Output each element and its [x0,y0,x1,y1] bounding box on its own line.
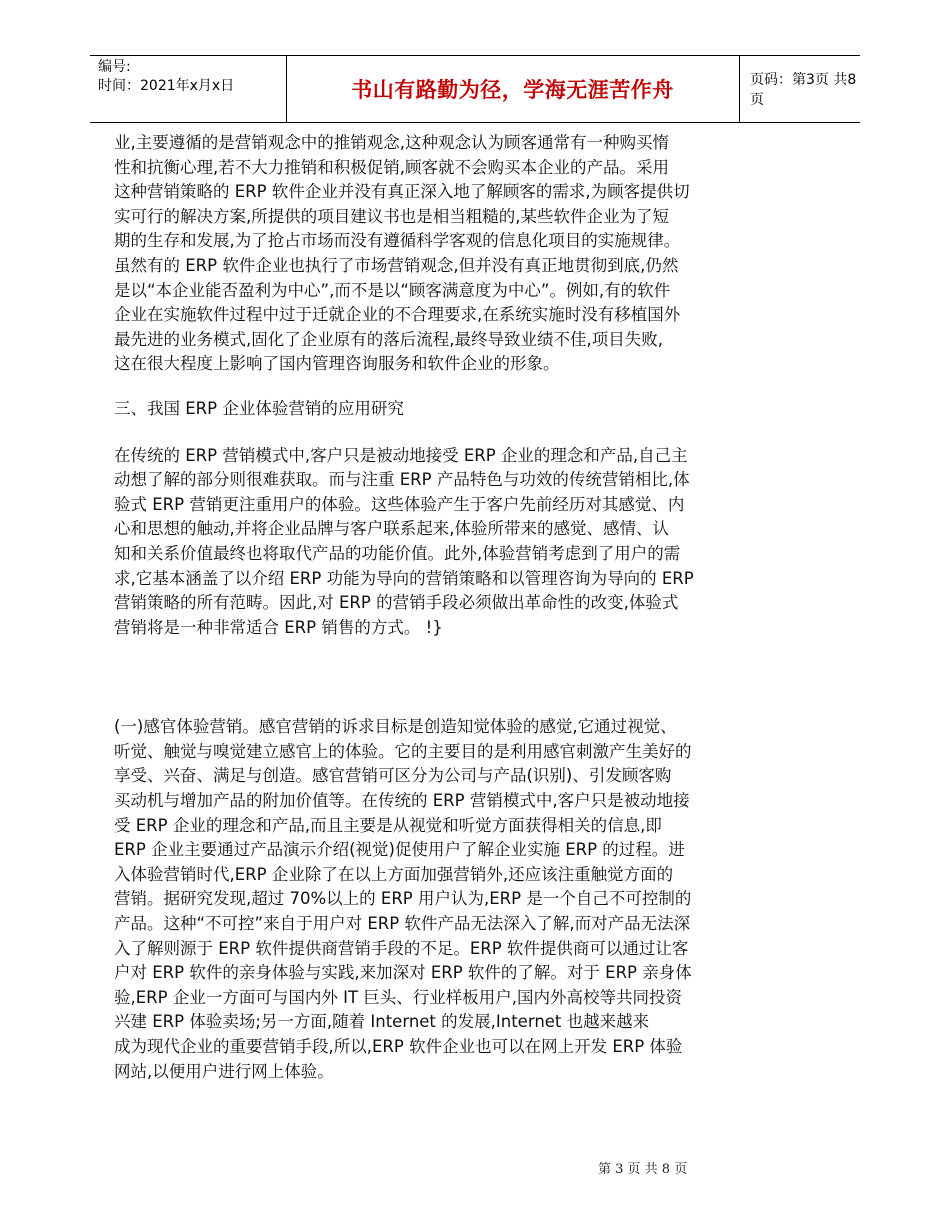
text-line: 验,ERP 企业一方面可与国内外 IT 巨头、行业样板用户,国内外高校等共同投资 [114,987,683,1007]
text-line: 入体验营销时代,ERP 企业除了在以上方面加强营销外,还应该注重触觉方面的 [114,864,674,884]
text-line: 受 ERP 企业的理念和产品,而且主要是从视觉和听觉方面获得相关的信息,即 [114,815,662,835]
text-line: 营销策略的所有范畴。因此,对 ERP 的营销手段必须做出革命性的改变,体验式 [114,593,679,613]
text-line: 动想了解的部分则很难获取。而与注重 ERP 产品特色与功效的传统营销相比,体 [114,470,690,490]
text-line: 营销。据研究发现,超过 70%以上的 ERP 用户认为,ERP 是一个自己不可控制的 [114,889,692,909]
text-line: 享受、兴奋、满足与创造。感官营销可区分为公司与产品(识别)、引发顾客购 [114,766,672,786]
text-line: 最先进的业务模式,固化了企业原有的落后流程,最终导致业绩不佳,项目失败, [114,329,663,349]
text-line: 是以“本企业能否盈利为中心”,而不是以“顾客满意度为中心”。例如,有的软件 [114,280,671,300]
text-line: 知和关系价值最终也将取代产品的功能价值。此外,体验营销考虑到了用户的需 [114,543,681,563]
text-line: 听觉、触觉与嗅觉建立感官上的体验。它的主要目的是利用感官刺激产生美好的 [114,741,692,761]
text-line: 验式 ERP 营销更注重用户的体验。这些体验产生于客户先前经历对其感觉、内 [114,494,685,514]
paragraph-3 [114,715,774,1084]
text-line: 实可行的解决方案,所提供的项目建议书也是相当粗糙的,某些软件企业为了短 [114,206,669,226]
text-line: 营销将是一种非常适合 ERP 销售的方式。 !} [114,617,443,637]
text-line: 企业在实施软件过程中过于迁就企业的不合理要求,在系统实施时没有移植国外 [114,305,681,325]
paragraph-2 [114,444,774,641]
text-line: 期的生存和发展,为了抢占市场而没有遵循科学客观的信息化项目的实施规律。 [114,231,681,251]
text-line: 这在很大程度上影响了国内管理咨询服务和软件企业的形象。 [114,354,560,374]
text-line: 成为现代企业的重要营销手段,所以,ERP 软件企业也可以在网上开发 ERP 体验 [114,1037,683,1056]
text-line: 在传统的 ERP 营销模式中,客户只是被动地接受 ERP 企业的理念和产品,自己主 [114,445,688,465]
document-number-label: 编号: [98,59,131,75]
text-line: 网站,以便用户进行网上体验。 [114,1061,334,1081]
header-meta [98,58,283,96]
text-line: 业,主要遵循的是营销观念中的推销观念,这种观念认为顾客通常有一种购买惰 [114,133,669,152]
text-line: 兴建 ERP 体验卖场;另一方面,随着 Internet 的发展,Internet 也越来越来 [114,1012,650,1032]
paragraph-1 [114,131,774,377]
header-motto: 书山有路勤为径，学海无涯苦作舟 [351,78,674,102]
text-line: 性和抗衡心理,若不大力推销和积极促销,顾客就不会购买本企业的产品。采用 [114,157,669,177]
text-line: 买动机与增加产品的附加价值等。在传统的 ERP 营销模式中,客户只是被动地接 [114,791,690,811]
document-time-label: 时间：2021年x月x日 [98,78,235,94]
text-line: 求,它基本涵盖了以介绍 ERP 功能为导向的营销策略和以管理咨询为导向的 ERP [114,568,694,588]
document-body [114,131,774,1084]
text-line: (一)感官体验营销。感官营销的诉求目标是创造知觉体验的感觉,它通过视觉、 [114,717,677,737]
section-heading: 三、我国 ERP 企业体验营销的应用研究 [114,398,404,418]
text-line: 入了解则源于 ERP 软件提供商营销手段的不足。ERP 软件提供商可以通过让客 [114,938,689,958]
text-line: ERP 企业主要通过产品演示介绍(视觉)促使用户了解企业实施 ERP 的过程。进 [114,840,685,860]
text-line: 户对 ERP 软件的亲身体验与实践,来加深对 ERP 软件的了解。对于 ERP 亲身体 [114,963,692,983]
header-divider-right [739,56,740,122]
text-line: 虽然有的 ERP 软件企业也执行了市场营销观念,但并没有真正地贯彻到底,仍然 [114,255,679,275]
page-header [90,55,860,123]
text-line: 产品。这种“不可控”来自于用户对 ERP 软件产品无法深入了解,而对产品无法深 [114,914,691,934]
text-line: 心和思想的触动,并将企业品牌与客户联系起来,体验所带来的感觉、感情、认 [114,519,669,539]
header-page-label: 页码：第3页 共8页 [750,72,857,108]
page-footer: 第 3 页 共 8 页 [598,1162,688,1177]
text-line: 这种营销策略的 ERP 软件企业并没有真正深入地了解顾客的需求,为顾客提供切 [114,182,690,202]
